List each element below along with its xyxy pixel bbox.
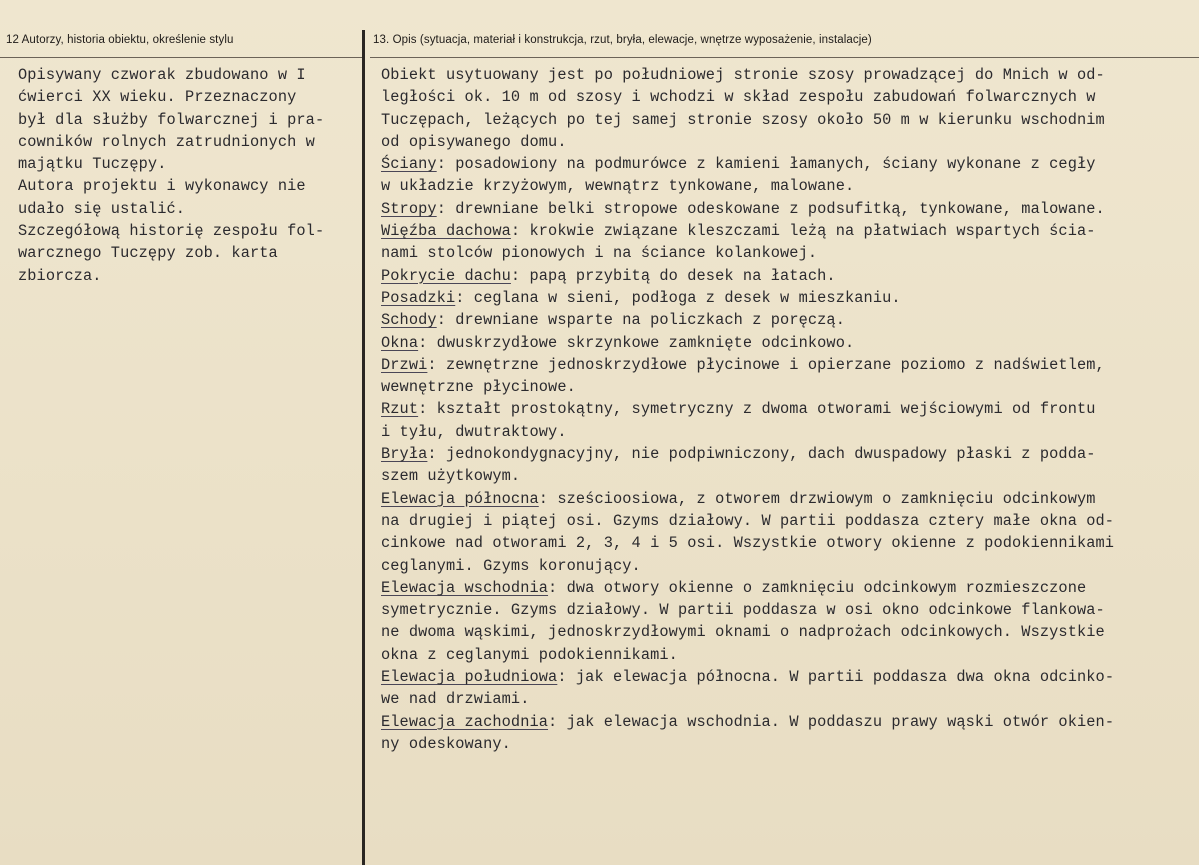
line-text: szem użytkowym. <box>381 467 521 486</box>
text-line: udało się ustalić. <box>18 199 186 218</box>
authors-history-text <box>18 64 358 287</box>
text-line <box>381 354 1196 376</box>
text-line <box>381 175 1196 197</box>
line-text: : zewnętrzne jednoskrzydłowe płycinowe i opierzane poziomo z nadświetlem, <box>427 355 1105 374</box>
left-column <box>0 0 362 865</box>
line-text: Obiekt usytuowany jest po południowej stronie szosy prowadzącej do Mnich w od- <box>381 66 1105 84</box>
text-line <box>381 153 1196 175</box>
line-text: : krokwie związane kleszczami leżą na płatwiach wspartych ścia- <box>510 222 1096 241</box>
text-line: Opisywany czworak zbudowano w I <box>18 66 306 84</box>
text-line <box>381 376 1196 398</box>
section-label: Pokrycie dachu <box>381 266 511 285</box>
line-text: : sześcioosiowa, z otworem drzwiowym o zamknięciu odcinkowym <box>538 489 1096 508</box>
line-text: : posadowiony na podmurówce z kamieni łamanych, ściany wykonane z cegły <box>436 155 1096 174</box>
text-line: Szczegółową historię zespołu fol- <box>18 222 325 241</box>
line-text: wewnętrzne płycinowe. <box>381 378 576 397</box>
text-line <box>381 666 1196 688</box>
right-header-rule <box>370 57 1199 58</box>
column-divider <box>362 30 365 865</box>
line-text: ny odeskowany. <box>381 734 511 753</box>
text-line <box>381 398 1196 420</box>
right-section-header: 13. Opis (sytuacja, materiał i konstrukcja, rzut, bryła, elewacje, wnętrze wyposażenie, instalacje) <box>373 34 872 46</box>
line-text: : drewniane belki stropowe odeskowane z podsufitką, tynkowane, malowane. <box>436 199 1105 218</box>
right-column <box>370 0 1199 865</box>
line-text: symetrycznie. Gzyms działowy. W partii poddasza w osi okno odcinkowe flankowa- <box>381 601 1105 620</box>
text-line <box>381 488 1196 510</box>
text-line: cowników rolnych zatrudnionych w <box>18 132 315 151</box>
description-text <box>381 64 1196 755</box>
text-line: majątku Tuczępy. <box>18 155 167 174</box>
text-line <box>381 86 1196 108</box>
text-line <box>381 421 1196 443</box>
text-line: zbiorcza. <box>18 266 102 285</box>
line-text: ne dwoma wąskimi, jednoskrzydłowymi oknami o nadprożach odcinkowych. Wszystkie <box>381 623 1105 642</box>
section-label: Posadzki <box>381 288 456 307</box>
text-line <box>381 242 1196 264</box>
text-line <box>381 265 1196 287</box>
section-label: Ściany <box>381 155 437 174</box>
line-text: i tyłu, dwutraktowy. <box>381 422 567 441</box>
line-text: na drugiej i piątej osi. Gzyms działowy. W partii poddasza cztery małe okna od- <box>381 511 1115 530</box>
line-text: Tuczępach, leżących po tej samej stronie szosy około 50 m w kierunku wschodnim <box>381 110 1105 129</box>
line-text: : kształt prostokątny, symetryczny z dwoma otworami wejściowymi od frontu <box>418 400 1096 419</box>
text-line <box>381 644 1196 666</box>
text-line <box>381 443 1196 465</box>
line-text: nami stolców pionowych i na ściance kolankowej. <box>381 244 818 263</box>
line-text: : jednokondygnacyjny, nie podpiwniczony, dach dwuspadowy płaski z podda- <box>427 445 1096 464</box>
line-text: we nad drzwiami. <box>381 690 530 709</box>
text-line <box>381 287 1196 309</box>
text-line: Autora projektu i wykonawcy nie <box>18 177 306 196</box>
left-section-header: 12 Autorzy, historia obiektu, określenie stylu <box>6 34 234 46</box>
text-line <box>381 621 1196 643</box>
text-line <box>381 220 1196 242</box>
text-line <box>381 332 1196 354</box>
text-line: warcznego Tuczępy zob. karta <box>18 244 278 263</box>
text-line <box>381 131 1196 153</box>
text-line <box>381 309 1196 331</box>
line-text: : dwuskrzydłowe skrzynkowe zamknięte odcinkowo. <box>418 333 855 352</box>
text-line <box>381 109 1196 131</box>
line-text: ległości ok. 10 m od szosy i wchodzi w skład zespołu zabudowań folwarcznych w <box>381 88 1096 107</box>
line-text: ceglanymi. Gzyms koronujący. <box>381 556 641 575</box>
line-text: okna z ceglanymi podokiennikami. <box>381 645 678 664</box>
text-line <box>381 64 1196 86</box>
line-text: w układzie krzyżowym, wewnątrz tynkowane, malowane. <box>381 177 855 196</box>
section-label: Elewacja wschodnia <box>381 578 549 597</box>
section-label: Schody <box>381 311 437 330</box>
line-text: : jak elewacja wschodnia. W poddaszu prawy wąski otwór okien- <box>548 712 1115 731</box>
text-line <box>381 532 1196 554</box>
left-header-rule <box>0 57 362 58</box>
section-label: Okna <box>381 333 419 352</box>
section-label: Elewacja zachodnia <box>381 712 549 731</box>
text-line <box>381 555 1196 577</box>
text-line: ćwierci XX wieku. Przeznaczony <box>18 88 297 107</box>
line-text: : dwa otwory okienne o zamknięciu odcinkowym rozmieszczone <box>548 578 1087 597</box>
text-line <box>381 599 1196 621</box>
text-line <box>381 733 1196 755</box>
section-label: Elewacja północna <box>381 489 539 508</box>
section-label: Stropy <box>381 199 437 218</box>
line-text: : drewniane wsparte na policzkach z poręczą. <box>436 311 845 330</box>
section-label: Drzwi <box>381 355 428 374</box>
text-line <box>381 711 1196 733</box>
line-text: od opisywanego domu. <box>381 132 567 151</box>
section-label: Elewacja południowa <box>381 668 558 687</box>
line-text: : papą przybitą do desek na łatach. <box>510 266 836 285</box>
text-line <box>381 688 1196 710</box>
text-line <box>381 510 1196 532</box>
text-line <box>381 465 1196 487</box>
text-line <box>381 198 1196 220</box>
line-text: : ceglana w sieni, podłoga z desek w mieszkaniu. <box>455 288 901 307</box>
line-text: cinkowe nad otworami 2, 3, 4 i 5 osi. Wszystkie otwory okienne z podokiennikami <box>381 534 1115 553</box>
section-label: Więźba dachowa <box>381 222 511 241</box>
section-label: Bryła <box>381 445 428 464</box>
text-line: był dla służby folwarcznej i pra- <box>18 110 325 129</box>
section-label: Rzut <box>381 400 419 419</box>
text-line <box>381 577 1196 599</box>
line-text: : jak elewacja północna. W partii poddasza dwa okna odcinko- <box>557 668 1115 687</box>
